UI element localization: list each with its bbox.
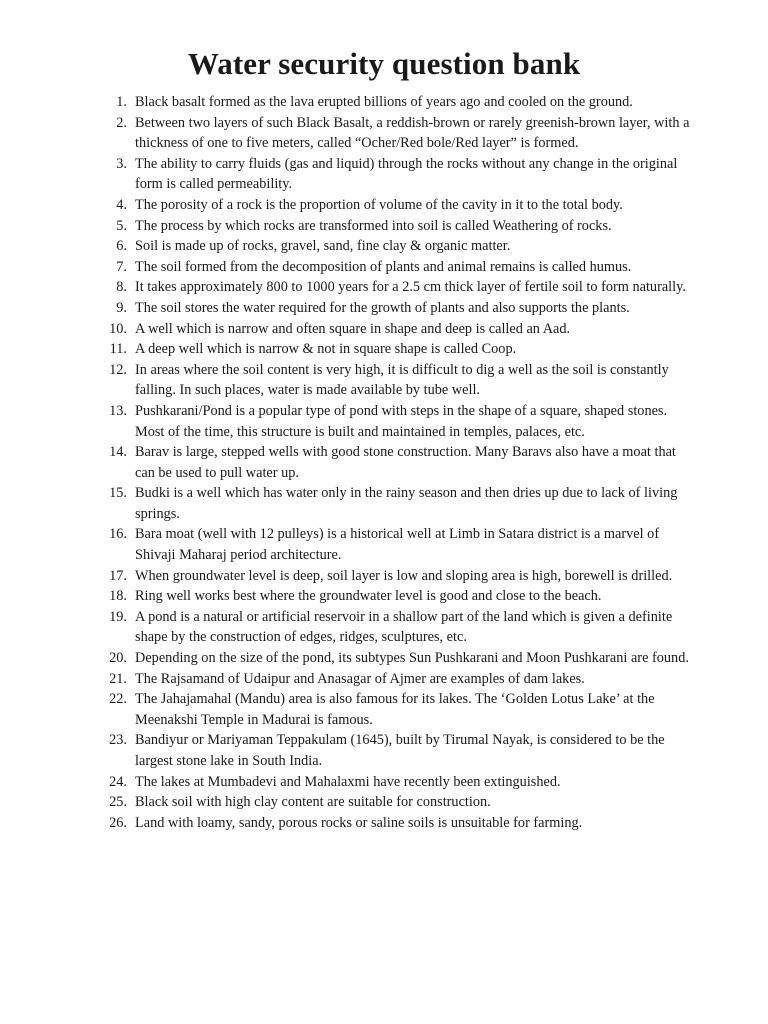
list-item	[100, 360, 690, 401]
list-item	[100, 524, 690, 565]
list-item-number: 23.	[109, 732, 127, 749]
list-item-text: Depending on the size of the pond, its subtypes Sun Pushkarani and Moon Pushkarani are found.	[135, 650, 689, 667]
list-item-number: 12.	[109, 361, 127, 378]
list-item-text: The porosity of a rock is the proportion of volume of the cavity in it to the total body.	[135, 196, 623, 213]
list-item-text: In areas where the soil content is very high, it is difficult to dig a well as the soil is constantly falling. In such places, water is made available by tube well.	[135, 361, 669, 399]
list-item	[100, 689, 690, 730]
list-item	[100, 298, 690, 319]
list-item-text: Ring well works best where the groundwater level is good and close to the beach.	[135, 588, 602, 605]
list-item-number: 9.	[116, 299, 127, 316]
list-item	[100, 401, 690, 442]
list-item	[100, 113, 690, 154]
list-item-text: The soil formed from the decomposition of plants and animal remains is called humus.	[135, 258, 632, 275]
list-item-text: Between two layers of such Black Basalt, a reddish-brown or rarely greenish-brown layer, with a thickness of one to five meters, called “Ocher/Red bole/Red layer” is formed.	[135, 114, 690, 152]
list-item-number: 6.	[116, 238, 127, 255]
list-item	[100, 607, 690, 648]
page-title: Water security question bank	[187, 46, 581, 81]
list-item-number: 15.	[109, 485, 127, 502]
list-item-number: 13.	[109, 402, 127, 419]
list-item	[100, 277, 690, 298]
list-item	[100, 669, 690, 690]
list-item-number: 24.	[109, 773, 127, 790]
list-item	[100, 257, 690, 278]
list-item	[100, 216, 690, 237]
list-item-number: 2.	[116, 114, 127, 131]
list-item-text: The Jahajamahal (Mandu) area is also famous for its lakes. The ‘Golden Lotus Lake’ at the Meenakshi Temple in Madurai is famous.	[135, 691, 655, 728]
list-item-number: 18.	[109, 588, 127, 605]
list-item-number: 1.	[116, 94, 127, 110]
list-item-number: 14.	[109, 444, 127, 461]
list-item-number: 8.	[116, 279, 127, 296]
list-item	[100, 92, 690, 113]
list-item-text: Land with loamy, sandy, porous rocks or saline soils is unsuitable for farming.	[135, 814, 583, 831]
list-item	[100, 792, 690, 813]
list-item-text: The process by which rocks are transformed into soil is called Weathering of rocks.	[135, 217, 612, 234]
list-item-number: 25.	[109, 794, 127, 811]
list-item	[100, 772, 690, 793]
list-item-text: Pushkarani/Pond is a popular type of pond with steps in the shape of a square, shaped stones. Most of the time, this structure is built and maintained in temples, palaces, etc.	[135, 402, 668, 440]
list-item-text: The soil stores the water required for the growth of plants and also supports the plants.	[135, 299, 630, 316]
list-item-number: 21.	[109, 670, 127, 687]
list-item-text: Bandiyur or Mariyaman Teppakulam (1645), built by Tirumal Nayak, is considered to be the largest stone lake in South India.	[135, 732, 665, 769]
list-item	[100, 483, 690, 524]
list-item-number: 5.	[116, 217, 127, 234]
list-item	[100, 730, 690, 771]
list-item-number: 19.	[109, 608, 127, 625]
list-item-text: The lakes at Mumbadevi and Mahalaxmi have recently been extinguished.	[135, 773, 561, 790]
list-item	[100, 195, 690, 216]
list-item-number: 17.	[109, 567, 127, 584]
list-item-text: Budki is a well which has water only in the rainy season and then dries up due to lack of living springs.	[135, 485, 678, 522]
list-item	[100, 339, 690, 360]
list-item-text: Bara moat (well with 12 pulleys) is a historical well at Limb in Satara district is a marvel of Shivaji Maharaj period architecture.	[135, 526, 660, 564]
list-item	[100, 319, 690, 340]
list-item	[100, 648, 690, 669]
list-item-number: 22.	[109, 691, 127, 708]
list-item-text: A deep well which is narrow & not in square shape is called Coop.	[135, 341, 517, 358]
list-item-text: Black basalt formed as the lava erupted billions of years ago and cooled on the ground.	[135, 94, 633, 110]
list-item-number: 4.	[116, 196, 127, 213]
list-item-text: It takes approximately 800 to 1000 years for a 2.5 cm thick layer of fertile soil to form naturally.	[135, 279, 686, 296]
list-item-text: A pond is a natural or artificial reservoir in a shallow part of the land which is given a definite shape by the construction of edges, ridges, sculptures, etc.	[135, 608, 673, 646]
list-item-text: A well which is narrow and often square in shape and deep is called an Aad.	[135, 320, 571, 337]
list-item-number: 10.	[109, 320, 127, 337]
list-item-number: 3.	[116, 155, 127, 172]
list-item	[100, 236, 690, 257]
list-item-text: The ability to carry fluids (gas and liquid) through the rocks without any change in the original form is called permeability.	[135, 155, 678, 193]
list-item	[100, 586, 690, 607]
list-item-number: 20.	[109, 650, 127, 667]
list-item-text: Black soil with high clay content are suitable for construction.	[135, 794, 491, 811]
list-item-text: Soil is made up of rocks, gravel, sand, fine clay & organic matter.	[135, 238, 511, 255]
list-item	[100, 154, 690, 195]
list-item-number: 16.	[109, 526, 127, 543]
list-item-text: Barav is large, stepped wells with good stone construction. Many Baravs also have a moat that can be used to pull water up.	[135, 444, 676, 481]
list-item-number: 26.	[109, 814, 127, 831]
list-item-number: 7.	[116, 258, 127, 275]
list-item-number: 11.	[109, 341, 127, 358]
list-item	[100, 813, 690, 834]
list-item-text: The Rajsamand of Udaipur and Anasagar of Ajmer are examples of dam lakes.	[135, 670, 585, 687]
question-list	[100, 92, 690, 833]
list-item-text: When groundwater level is deep, soil layer is low and sloping area is high, borewell is drilled.	[135, 567, 673, 584]
list-item	[100, 442, 690, 483]
list-item	[100, 566, 690, 587]
